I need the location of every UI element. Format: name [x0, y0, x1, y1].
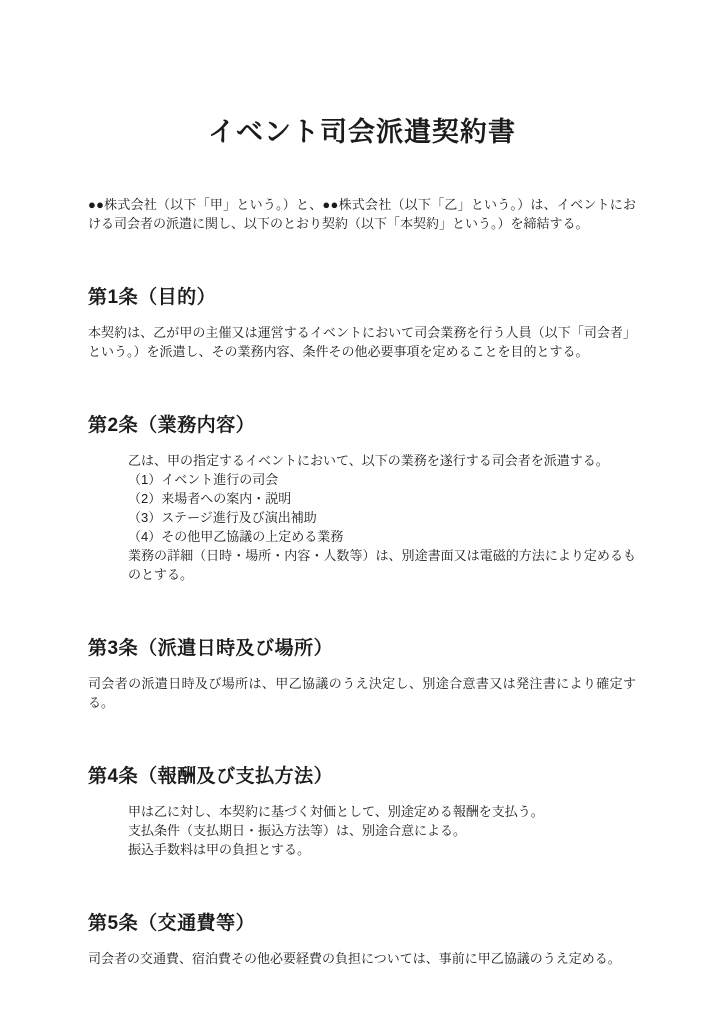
article-1-heading: 第1条（目的） [88, 287, 217, 308]
section-article-1 [88, 285, 636, 361]
article-2-body [128, 451, 636, 584]
article-4-heading: 第4条（報酬及び支払方法） [88, 766, 334, 787]
article-4-line-2: 支払条件（支払期日・振込方法等）は、別途合意による。 [128, 823, 467, 838]
article-5-paragraph: 司会者の交通費、宿泊費その他必要経費の負担については、事前に甲乙協議のうえ定める。 [88, 951, 621, 966]
article-2-list-item-2: （2）来場者への案内・説明 [128, 491, 292, 506]
article-5-body [88, 949, 636, 968]
article-4-line-1: 甲は乙に対し、本契約に基づく対価として、別途定める報酬を支払う。 [128, 804, 544, 819]
section-article-3 [88, 636, 636, 712]
section-article-4 [88, 764, 636, 859]
article-2-list-item-4: （4）その他甲乙協議の上定める業務 [128, 529, 344, 544]
article-1-paragraph: 本契約は、乙が甲の主催又は運営するイベントにおいて司会業務を行う人員（以下「司会者」という。）を派遣し、その業務内容、条件その他必要事項を定めることを目的とする。 [88, 325, 636, 359]
intro-paragraph: ●●株式会社（以下「甲」という。）と、●●株式会社（以下「乙」という。）は、イベントにおける司会者の派遣に関し、以下のとおり契約（以下「本契約」という。）を締結する。 [88, 197, 636, 231]
article-2-list-item-3: （3）ステージ進行及び演出補助 [128, 510, 317, 525]
article-2-detail-sentence: 業務の詳細（日時・場所・内容・人数等）は、別途書面又は電磁的方法により定めるものとする。 [128, 548, 636, 582]
document-title: イベント司会派遣契約書 [208, 117, 516, 147]
section-article-2 [88, 413, 636, 584]
article-3-body [88, 674, 636, 712]
article-2-lead-sentence: 乙は、甲の指定するイベントにおいて、以下の業務を遂行する司会者を派遣する。 [128, 453, 609, 468]
article-5-heading: 第5条（交通費等） [88, 913, 256, 934]
article-2-list-item-1: （1）イベント進行の司会 [128, 472, 279, 487]
article-3-paragraph: 司会者の派遣日時及び場所は、甲乙協議のうえ決定し、別途合意書又は発注書により確定する。 [88, 676, 636, 710]
article-4-body [128, 802, 636, 859]
article-4-line-3: 振込手数料は甲の負担とする。 [128, 842, 311, 857]
article-3-heading: 第3条（派遣日時及び場所） [88, 638, 334, 659]
article-1-body [88, 323, 636, 361]
section-article-5 [88, 911, 636, 968]
article-2-heading: 第2条（業務内容） [88, 415, 256, 436]
